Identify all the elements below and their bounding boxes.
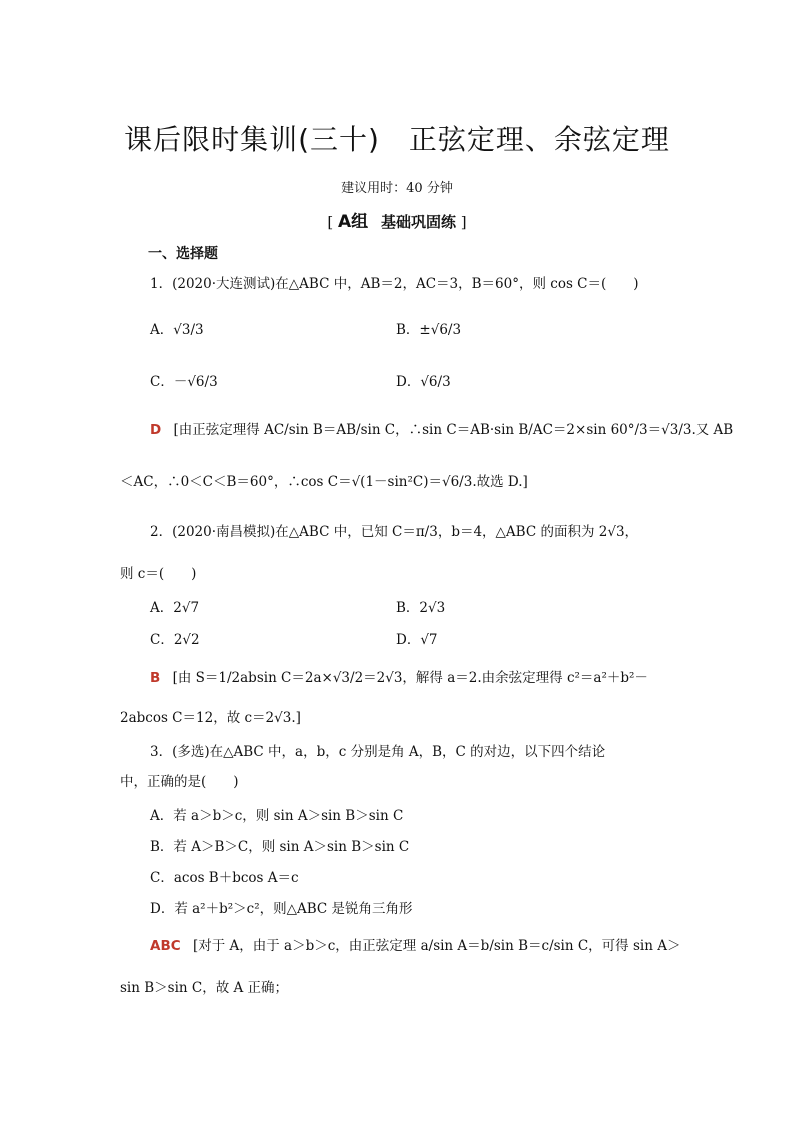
q1-option-d: D．√6/3	[396, 374, 451, 390]
q2-solution-line2: 2abcos C＝12，故 c＝2√3.]	[120, 710, 301, 726]
q3-option-c: C．acos B＋bcos A＝c	[150, 870, 299, 886]
q2-option-b: B．2√3	[396, 600, 446, 616]
group-label: A组	[338, 212, 369, 232]
suggested-time: 建议用时：40 分钟	[341, 181, 453, 196]
group-heading	[0, 207, 794, 232]
bracket-open: [	[327, 213, 334, 231]
q2-option-d: D．√7	[396, 632, 438, 648]
q1-solution-text1: [由正弦定理得 AC/sin B＝AB/sin C，∴sin C＝AB·sin B/AC＝2×sin 60°/3＝√3/3.又 AB	[173, 422, 734, 438]
q3-option-b: B．若 A＞B＞C，则 sin A＞sin B＞sin C	[150, 839, 410, 855]
q3-option-d: D．若 a²＋b²＞c²，则△ABC 是锐角三角形	[150, 901, 413, 917]
bracket-close: ]	[460, 213, 467, 231]
q3-stem-line1: 3．(多选)在△ABC 中，a，b，c 分别是角 A，B，C 的对边，以下四个结论	[150, 744, 606, 760]
q2-answer: B	[150, 670, 161, 686]
group-name: 基础巩固练	[380, 213, 456, 231]
section-heading: 一、选择题	[148, 246, 218, 262]
q1-option-c: C．－√6/3	[150, 374, 218, 390]
q3-solution-line2: sin B＞sin C，故 A 正确；	[120, 980, 289, 996]
q3-option-a: A．若 a＞b＞c，则 sin A＞sin B＞sin C	[150, 808, 404, 824]
q2-solution-text1: [由 S＝1/2absin C＝2a×√3/2＝2√3，解得 a＝2.由余弦定理得 c²＝a²＋b²－	[172, 670, 648, 686]
q1-stem: 1．(2020·大连测试)在△ABC 中，AB＝2，AC＝3，B＝60°，则 cos C＝( )	[150, 276, 639, 292]
q1-option-b: B．±√6/3	[396, 322, 462, 338]
q1-answer: D	[150, 422, 162, 438]
q1-solution-line1	[150, 420, 733, 440]
q1-solution-line2: ＜AC，∴0＜C＜B＝60°，∴cos C＝√(1－sin²C)＝√6/3.故选 D.]	[120, 474, 528, 490]
q3-solution-line1	[150, 936, 680, 956]
page-title: 课后限时集训(三十) 正弦定理、余弦定理	[124, 123, 670, 156]
q2-option-a: A．2√7	[150, 600, 200, 616]
q2-option-c: C．2√2	[150, 632, 200, 648]
q3-stem-line2: 中，正确的是( )	[120, 774, 239, 790]
q2-stem-line2: 则 c＝( )	[120, 566, 197, 582]
q1-option-a: A．√3/3	[150, 322, 204, 338]
q2-stem-line1: 2．(2020·南昌模拟)在△ABC 中，已知 C＝π/3，b＝4，△ABC 的面积为 2√3，	[150, 524, 639, 540]
q2-solution-line1	[150, 668, 648, 688]
q3-answer: ABC	[150, 938, 181, 954]
q3-solution-text1: [对于 A，由于 a＞b＞c，由正弦定理 a/sin A＝b/sin B＝c/sin C，可得 sin A＞	[192, 938, 681, 954]
